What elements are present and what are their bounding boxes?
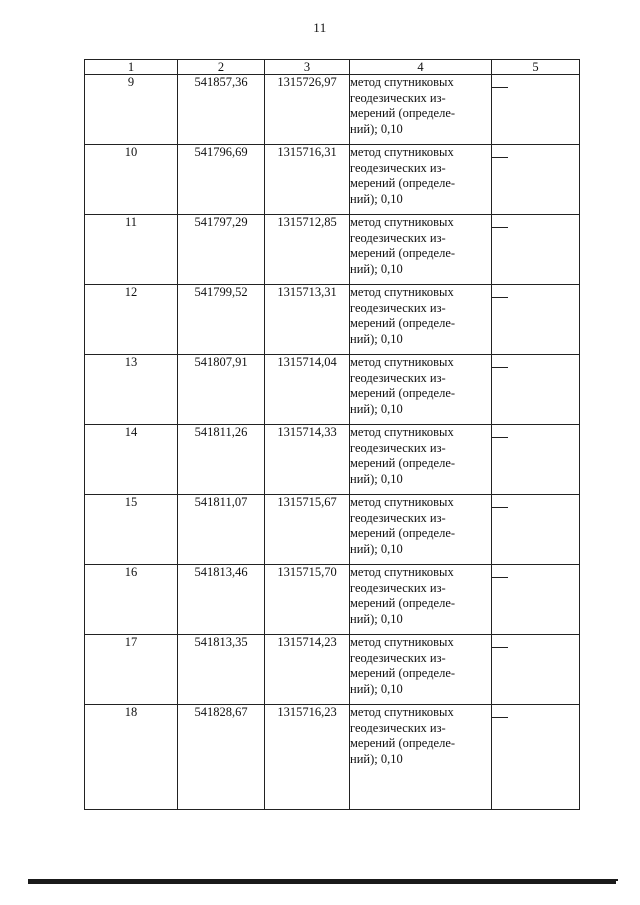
method-text-line: геодезических из-: [350, 370, 446, 385]
x-coordinate-cell: 541828,67: [178, 705, 265, 810]
table-header: [85, 60, 580, 75]
dash-mark: [492, 507, 508, 508]
method-text-line: геодезических из-: [350, 160, 446, 175]
point-number-cell: 15: [85, 495, 178, 565]
table-row: [85, 285, 580, 355]
y-coordinate-cell: 1315714,23: [265, 635, 350, 705]
method-text-line: мерений (определе-: [350, 106, 456, 120]
table-row: [85, 75, 580, 145]
dash-mark: [492, 437, 508, 438]
point-number-cell: 12: [85, 285, 178, 355]
x-coordinate-cell: 541799,52: [178, 285, 265, 355]
method-text-line: мерений (определе-: [350, 666, 456, 680]
y-coordinate-cell: 1315716,31: [265, 145, 350, 215]
x-coordinate-cell: 541811,26: [178, 425, 265, 495]
header-col-1: 1: [85, 60, 178, 75]
y-coordinate-cell: 1315726,97: [265, 75, 350, 145]
method-text-line: метод спутниковых: [350, 495, 454, 509]
table-row: [85, 705, 580, 810]
header-col-3: 3: [265, 60, 350, 75]
method-text-line: мерений (определе-: [350, 736, 456, 750]
note-cell: [492, 635, 580, 705]
method-cell: [350, 565, 492, 635]
x-coordinate-cell: 541811,07: [178, 495, 265, 565]
method-text-line: мерений (определе-: [350, 596, 456, 610]
method-text-line: геодезических из-: [350, 300, 446, 315]
method-text-line: метод спутниковых: [350, 285, 454, 299]
method-text-line: ний); 0,10: [350, 331, 403, 346]
method-text-line: геодезических из-: [350, 580, 446, 595]
dash-mark: [492, 647, 508, 648]
method-cell: [350, 635, 492, 705]
method-text-line: ний); 0,10: [350, 751, 403, 766]
method-text-line: ний); 0,10: [350, 681, 403, 696]
point-number-cell: 17: [85, 635, 178, 705]
table-body: [85, 75, 580, 810]
dash-mark: [492, 87, 508, 88]
header-col-5: 5: [492, 60, 580, 75]
table-row: [85, 495, 580, 565]
dash-mark: [492, 367, 508, 368]
note-cell: [492, 495, 580, 565]
note-cell: [492, 425, 580, 495]
method-cell: [350, 75, 492, 145]
method-cell: [350, 425, 492, 495]
method-text-line: геодезических из-: [350, 440, 446, 455]
method-text-line: метод спутниковых: [350, 565, 454, 579]
method-text-line: метод спутниковых: [350, 705, 454, 719]
note-cell: [492, 145, 580, 215]
method-text-line: ний); 0,10: [350, 401, 403, 416]
x-coordinate-cell: 541807,91: [178, 355, 265, 425]
coordinates-table: [84, 59, 580, 810]
method-text-line: метод спутниковых: [350, 145, 454, 159]
table-row: [85, 355, 580, 425]
dash-mark: [492, 717, 508, 718]
method-text-line: геодезических из-: [350, 230, 446, 245]
point-number-cell: 16: [85, 565, 178, 635]
method-text-line: ний); 0,10: [350, 471, 403, 486]
method-cell: [350, 215, 492, 285]
point-number-cell: 13: [85, 355, 178, 425]
table-row: [85, 215, 580, 285]
note-cell: [492, 565, 580, 635]
table-row: [85, 565, 580, 635]
note-cell: [492, 75, 580, 145]
dash-mark: [492, 577, 508, 578]
method-text-line: ний); 0,10: [350, 541, 403, 556]
method-cell: [350, 145, 492, 215]
dash-mark: [492, 157, 508, 158]
point-number-cell: 9: [85, 75, 178, 145]
method-text-line: мерений (определе-: [350, 386, 456, 400]
method-text-line: геодезических из-: [350, 510, 446, 525]
point-number-cell: 18: [85, 705, 178, 810]
method-text-line: геодезических из-: [350, 90, 446, 105]
method-text-line: ний); 0,10: [350, 191, 403, 206]
note-cell: [492, 355, 580, 425]
header-col-4: 4: [350, 60, 492, 75]
x-coordinate-cell: 541857,36: [178, 75, 265, 145]
method-text-line: метод спутниковых: [350, 215, 454, 229]
dash-mark: [492, 297, 508, 298]
method-text-line: мерений (определе-: [350, 246, 456, 260]
point-number-cell: 14: [85, 425, 178, 495]
method-text-line: метод спутниковых: [350, 75, 454, 89]
page-number: 11: [313, 20, 327, 35]
method-text-line: мерений (определе-: [350, 316, 456, 330]
method-text-line: ний); 0,10: [350, 121, 403, 136]
method-cell: [350, 495, 492, 565]
method-cell: [350, 285, 492, 355]
x-coordinate-cell: 541813,35: [178, 635, 265, 705]
point-number-cell: 11: [85, 215, 178, 285]
y-coordinate-cell: 1315712,85: [265, 215, 350, 285]
y-coordinate-cell: 1315714,04: [265, 355, 350, 425]
method-text-line: мерений (определе-: [350, 176, 456, 190]
point-number-cell: 10: [85, 145, 178, 215]
table-row: [85, 145, 580, 215]
method-text-line: метод спутниковых: [350, 355, 454, 369]
note-cell: [492, 285, 580, 355]
method-text-line: метод спутниковых: [350, 425, 454, 439]
x-coordinate-cell: 541796,69: [178, 145, 265, 215]
y-coordinate-cell: 1315714,33: [265, 425, 350, 495]
header-col-2: 2: [178, 60, 265, 75]
bottom-rule-thin: [430, 879, 618, 881]
method-text-line: ний); 0,10: [350, 611, 403, 626]
note-cell: [492, 215, 580, 285]
table-row: [85, 635, 580, 705]
note-cell: [492, 705, 580, 810]
y-coordinate-cell: 1315715,67: [265, 495, 350, 565]
table-row: [85, 425, 580, 495]
method-text-line: геодезических из-: [350, 720, 446, 735]
method-text-line: мерений (определе-: [350, 526, 456, 540]
y-coordinate-cell: 1315713,31: [265, 285, 350, 355]
y-coordinate-cell: 1315715,70: [265, 565, 350, 635]
method-text-line: мерений (определе-: [350, 456, 456, 470]
method-cell: [350, 355, 492, 425]
method-text-line: ний); 0,10: [350, 261, 403, 276]
x-coordinate-cell: 541797,29: [178, 215, 265, 285]
header-row: [85, 60, 580, 75]
y-coordinate-cell: 1315716,23: [265, 705, 350, 810]
x-coordinate-cell: 541813,46: [178, 565, 265, 635]
method-cell: [350, 705, 492, 810]
method-text-line: метод спутниковых: [350, 635, 454, 649]
method-text-line: геодезических из-: [350, 650, 446, 665]
dash-mark: [492, 227, 508, 228]
